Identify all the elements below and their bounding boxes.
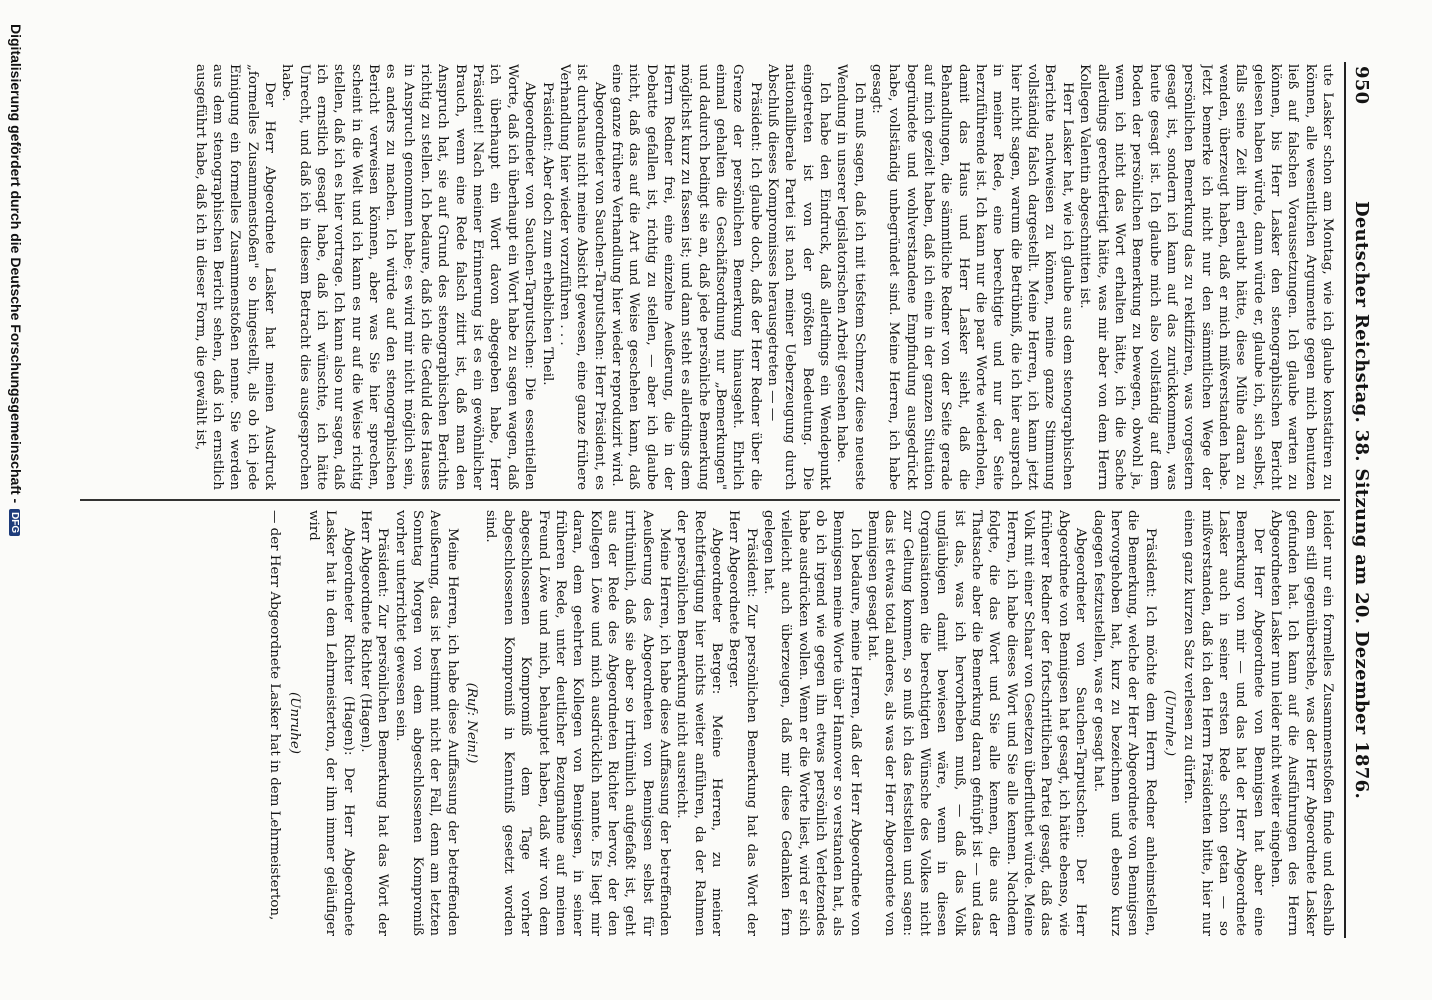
interjection: (Ruf: Nein!) bbox=[464, 682, 480, 764]
paragraph: ute Lasker schon am Montag, wie ich glaube konstatiren zu können, alle wesentlichen Argumente gegen mich benutzen ließ auf falschen Voraussetzungen. Ich glaube warten zu können, bis Herr Lasker den stenographischen Bericht gelesen haben würde, dann würde er, glaube ich, sich selbst, falls seine Zeit ihm erlaubt hätte, diese Mühe daran zu wenden, überzeugt haben, daß er mich mißverstanden habe. Jetzt bemerke ich nicht nur den sämmtlichen Wege der persönlichen Bemerkung das zu rektifiziren, was vorgestern gesagt ist, sondern ich kann auf das zurückkommen, was heute gesagt ist. Ich glaube mich also vollständig auf dem Boden der persönlichen Bemerkung zu bewegen, obwohl ja, wenn ich nicht das Wort erhalten hätte, ich die Sache allerdings gerechtfertigt hätte, was mir aber von dem Herrn Kollegen Valentin abgeschnitten ist. bbox=[1077, 64, 1335, 490]
paragraph: Der Herr Abgeordnete Lasker hat meinen Ausdruck „formelles Zusammenstoßen" so hingestellt, als ob ich jede Einigung ein formelles Zusammenstoßen nenne. Sie werden aus dem stenographischen Bericht sehen, daß ich ernstlich ausgeführt habe, daß ich in dieser Form, die gewählt ist, bbox=[192, 64, 278, 490]
page-header bbox=[1344, 62, 1372, 938]
paragraph: Präsident: Zur persönlichen Bemerkung hat das Wort der Herr Abgeordnete Richter (Hagen). bbox=[358, 510, 391, 936]
paragraph: Der Herr Abgeordnete von Bennigsen hat aber eine Bemerkung von mir — und das hat der Herr Abgeordnete Lasker auch in seiner ersten Rede schon getan — so mißverstanden, daß ich den Herrn Präsidenten bitte, hier nur einen ganz kurzen Satz verlesen zu dürfen. bbox=[1181, 510, 1266, 936]
paragraph: — der Herr Abgeordnete Lasker hat in dem Lehrmeisterton, bbox=[267, 510, 283, 921]
digitization-footer bbox=[8, 0, 24, 1000]
column-divider bbox=[80, 499, 1340, 501]
paragraph: leider nur ein formelles Zusammenstoßen finde und deshalb dem still gegenüberstehe, was der Herr Abgeordnete Lasker gefunden hat. Ich kann auf die Ausführungen des Herrn Abgeordneten Lasker nun leider nicht weiter eingehen. bbox=[1267, 510, 1335, 936]
interjection: (Unruhe) bbox=[286, 692, 302, 754]
running-title: Deutscher Reichstag. 38. Sitzung am 20. Dezember 1876. bbox=[1351, 200, 1372, 800]
paragraph: Abgeordneter von Sauchen-Tarputschen: Herr Präsident, es ist durchaus nicht meine Absicht gewesen, eine ganze frühere Verhandlung hier wieder vorzuführen . . . bbox=[556, 64, 607, 490]
left-column bbox=[84, 64, 1336, 490]
quote-paragraph: Ich muß sagen, daß ich mit tiefstem Schmerz diese neueste Wendung in unserer legislatorischen Arbeit gesehen habe. bbox=[834, 64, 867, 490]
right-column bbox=[84, 510, 1336, 936]
page-number: 950 bbox=[1351, 66, 1372, 105]
paragraph: Ich bedaure, meine Herren, daß der Herr Abgeordnete von Bennigsen meine Worte über Hannover so verstanden hat, als ob ich irgend wie gegen ihn etwas persönlich Verletzendes habe ausdrücken wollen. Wenn er die Worte liest, wird er sich vielleicht auch überzeugen, daß mir diese Gedanken fern gelegen hat. bbox=[761, 510, 863, 936]
paragraph: Abgeordneter Berger: Meine Herren, zu meiner Rechtfertigung hier nichts weiter anführen, da der Rahmen der persönlichen Bemerkung nicht ausreicht. bbox=[674, 510, 724, 936]
paragraph: Präsident: Ich möchte dem Herrn Redner anheimstellen, die Bemerkung, welche der Herr Abgeordnete von Bennigsen hervorgehoben hat, kurz zu bezeichnen und ebenso kurz dagegen festzustellen, was er gesagt hat. bbox=[1090, 510, 1158, 936]
paragraph: Meine Herren, ich habe diese Auffassung der betreffenden Aeußerung des Abgeordneten von Bennigsen selbst für irrthümlich, daß sie aber so irrthümlich aufgefaßt ist, geht aus der Rede des Abgeordneten Richter hervor, der den Kollegen Löwe und mich ausdrücklich nannte. Es liegt mir daran, dem geehrten Kollegen von Bennigsen, in seiner früheren Rede, unter deutlicher Bezugnahme auf meinen Freund Löwe und mich, behauptet haben, daß wir von dem abgeschlossenen Kompromiß dem Tage vorher abgeschlossenen Kompromiß in Kenntniß gesetzt worden sind. bbox=[483, 510, 672, 936]
interjection: (Unruhe.) bbox=[1161, 689, 1177, 757]
paragraph: Abgeordneter Richter (Hagen): Der Herr Abgeordnete Lasker hat in dem Lehrmeisterton, der ihm immer geläufiger wird bbox=[306, 510, 356, 936]
paragraph: Präsident: Ich glaube doch, daß der Herr Redner über die Grenze der persönlichen Bemerkung hinausgeht. Ehrlich einmal gehalten die Geschäftsordnung nur „Bemerkungen" und dadurch bedingt sie an, daß jede persönliche Bemerkung möglichst kurz zu fassen ist; und dann steht es allerdings dem Herrn Redner frei, eine einzelne Aeußerung, die in der Debatte gefallen ist, richtig zu stellen, — aber ich glaube nicht, daß das auf die Art und Weise geschehen kann, daß eine ganze frühere Verhandlung hier wieder reproduzirt wird. bbox=[608, 64, 763, 490]
paragraph: Herr Lasker hat, wie ich glaube aus dem stenographischen Berichte nachweisen zu können, meine ganze Stimmung vollständig falsch dargestellt. Meine Herren, ich kann jetzt hier nicht sagen, warum die Betrübniß, die ich hier ausprach in meiner Rede, eine berechtigte und nur der Seite herzuführende ist. Ich kann nur die paar Worte wiederholen, damit das Haus und Herr Lasker sieht, daß die Behandlungen, die sämmtliche Redner von der Seite gerade auf mich gezielt haben, daß ich eine in der ganzen Situation begründete und wohlverstandene Empfindung ausgedrückt habe, vollständig unbegründet sind. Meine Herren, ich habe gesagt: bbox=[869, 64, 1075, 490]
paragraph: Abgeordneter von Sauchen-Tarputschen: Die essentiellen Worte, daß ich überhaupt ein Wort habe zu sagen wagen, daß ich überhaupt ein Wort davon abgegeben habe, Herr Präsident! Nach meiner Erinnerung ist es ein gewöhnlicher Brauch, wenn eine Rede falsch zitirt ist, daß man den Anspruch hat, sie auf Grund des stenographischen Berichts richtig zu stellen. Ich bedaure, daß ich die Geduld des Hauses in Anspruch genommen habe; es wird mir nicht möglich sein, es anders zu machen. Ich würde auf den stenographischen Bericht verweisen können, aber was Sie hier sprechen, scheint in die Welt und ich kann es nur auf die Weise richtig stellen, daß ich es hier vortrage. Ich kann also nur sagen, daß ich ernstlich gesagt habe, daß ich wünschte, ich hätte Unrecht, und daß ich in diesem Betracht dies ausgesprochen habe. bbox=[279, 64, 538, 490]
quote-paragraph: Ich habe den Eindruck, daß allerdings ein Wendepunkt eingetreten ist von der größten Bedeutung. Die nationalliberale Partei ist nach meiner Ueberzeugung durch Abschluß dieses Kompromisses herausgetreten — — bbox=[765, 64, 833, 490]
paragraph: Abgeordneter von Sauchen-Tarputschen: Der Herr Abgeordnete von Bennigsen hat gesagt, ich hätte ebenso, wie früherer Redner der fortschrittlichen Partei gesagt, daß das Volk mit einer Schaar von Gesetzen überfluthet würde. Meine Herren, ich habe dieses Wort und Sie alle kennen. Nachdem folgte, die das Wort und Sie alle kennen, die aus der Thatsache aber die Bemerkung daran gefnüpft ist — und das ist das, was ich hervorheben muß, — daß das Volk ungläubigen damit bewiesen wäre, wenn in diesen Organisationen die berechtigten Wünsche des Volkes nicht zur Geltung kommen, so muß ich das feststellen und sagen: das ist etwas total anderes, als was der Herr Abgeordnete von Bennigsen gesagt hat. bbox=[865, 510, 1089, 936]
paragraph: Präsident: Aber doch zum erheblichen Theil. bbox=[539, 82, 555, 386]
footer-text: Digitalisierung gefördert durch die Deutsche Forschungsgemeinschaft - bbox=[8, 24, 24, 504]
paragraph: Meine Herren, ich habe diese Auffassung der betreffenden Aeußerung, das ist bestimmt nicht der Fall, denn am letzten Sonntag Morgen von dem abgeschlossenen Kompromiß vorher unterrichtet gewesen sein. bbox=[392, 510, 460, 936]
dfg-logo: DFG bbox=[9, 509, 20, 536]
paragraph: Präsident: Zur persönlichen Bemerkung hat das Wort der Herr Abgeordnete Berger. bbox=[726, 510, 759, 936]
